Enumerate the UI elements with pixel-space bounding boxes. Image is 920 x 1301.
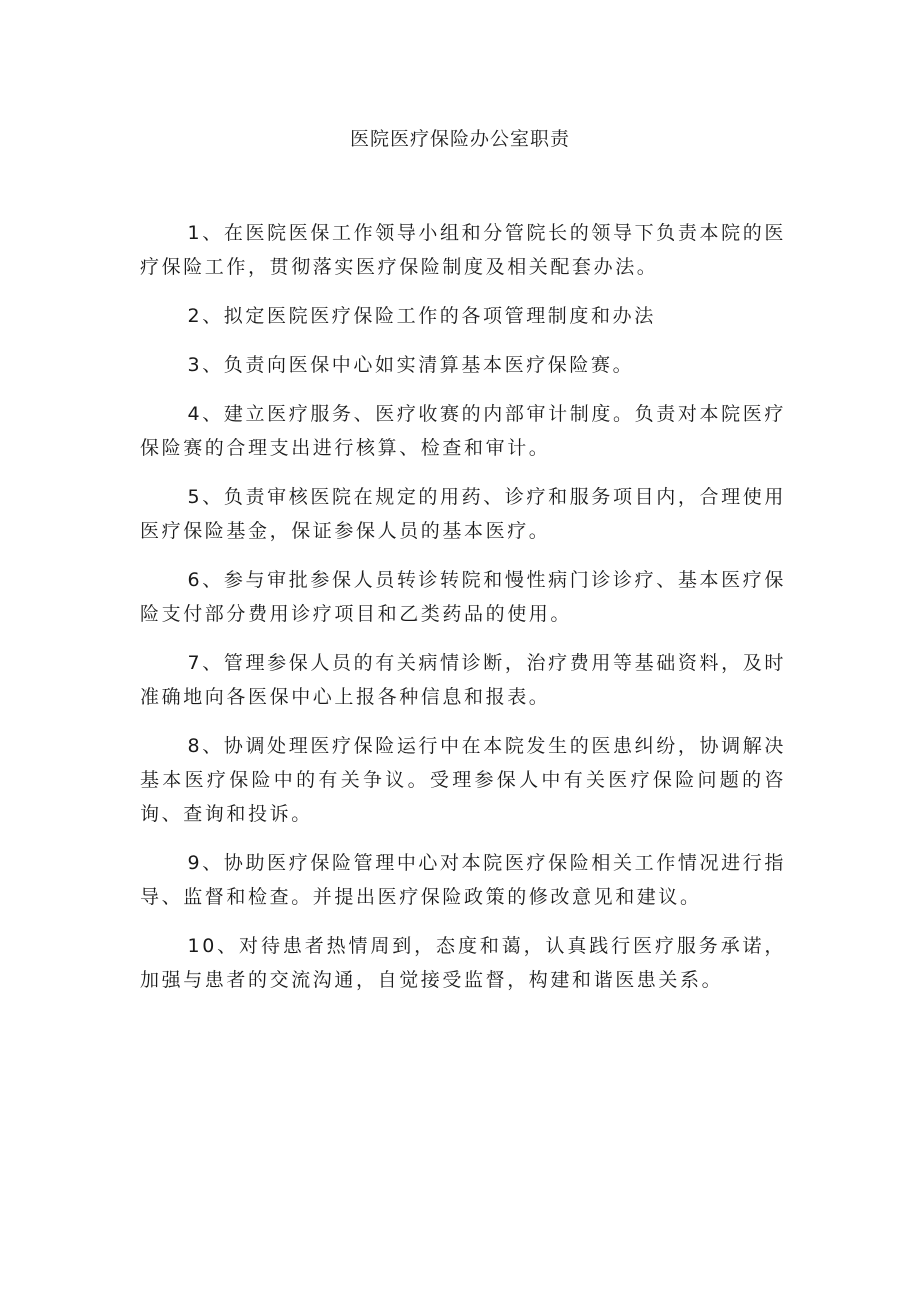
duty-item-6: 6、参与审批参保人员转诊转院和慢性病门诊诊疗、基本医疗保险支付部分费用诊疗项目和乙类药品的使用。 (140, 569, 786, 625)
duty-item-9: 9、协助医疗保险管理中心对本院医疗保险相关工作情况进行指导、监督和检查。并提出医疗保险政策的修改意见和建议。 (140, 852, 786, 908)
duty-item-1: 1、在医院医保工作领导小组和分管院长的领导下负责本院的医疗保险工作，贯彻落实医疗保险制度及相关配套办法。 (140, 222, 786, 278)
duty-item-4: 4、建立医疗服务、医疗收赛的内部审计制度。负责对本院医疗保险赛的合理支出进行核算、检查和审计。 (140, 403, 786, 459)
duty-item-5: 5、负责审核医院在规定的用药、诊疗和服务项目内，合理使用医疗保险基金，保证参保人员的基本医疗。 (140, 486, 786, 542)
duty-item-10: 10、对待患者热情周到，态度和蔼，认真践行医疗服务承诺，加强与患者的交流沟通，自觉接受监督，构建和谐医患关系。 (140, 935, 786, 991)
duty-list (140, 216, 786, 1012)
duty-item-8: 8、协调处理医疗保险运行中在本院发生的医患纠纷，协调解决基本医疗保险中的有关争议。受理参保人中有关医疗保险问题的咨询、查询和投诉。 (140, 735, 786, 825)
duty-item-2: 2、拟定医院医疗保险工作的各项管理制度和办法 (187, 305, 656, 327)
duty-item-3: 3、负责向医保中心如实清算基本医疗保险赛。 (187, 354, 635, 376)
document-title: 医院医疗保险办公室职责 (349, 128, 570, 150)
duty-item-7: 7、管理参保人员的有关病情诊断，治疗费用等基础资料，及时准确地向各医保中心上报各种信息和报表。 (140, 652, 786, 708)
